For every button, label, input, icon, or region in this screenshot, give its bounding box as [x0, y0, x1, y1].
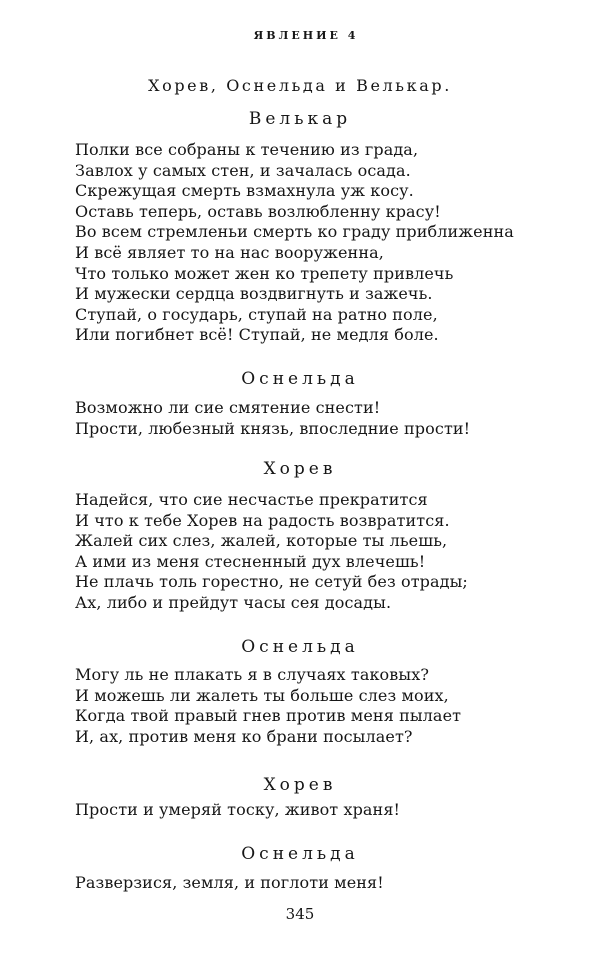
speaker-name: Оснельда: [241, 369, 359, 389]
speaker-name: Оснельда: [241, 844, 359, 864]
scene-title: ЯВЛЕНИЕ 4: [253, 29, 359, 42]
verse-line: Возможно ли сие смятение снести!: [75, 398, 381, 417]
verse-line: Оставь теперь, оставь возлюбленну красу!: [75, 201, 441, 221]
speaker-name: Оснельда: [241, 637, 359, 657]
verse-line: И всё являет то на нас вооруженна,: [75, 242, 384, 262]
speech-lines: [75, 873, 384, 894]
verse-line: Ступай, о государь, ступай на ратно поле,: [75, 304, 438, 324]
verse-line: Что только может жен ко трепету привлечь: [75, 263, 454, 283]
verse-line: А ими из меня стесненный дух влечешь!: [75, 551, 426, 571]
verse-line: Ах, либо и прейдут часы сея досады.: [75, 592, 392, 612]
verse-line: Прости и умеряй тоску, живот храня!: [75, 800, 401, 819]
cast-list: Хорев, Оснельда и Велькар.: [148, 76, 452, 95]
speaker-name: Велькар: [248, 109, 352, 129]
speaker-name: Хорев: [263, 459, 337, 479]
speech-lines: [75, 140, 514, 346]
verse-line: Скрежущая смерть взмахнула уж косу.: [75, 181, 414, 201]
verse-line: Надейся, что сие несчастье прекратится: [75, 490, 428, 509]
verse-line: И мужески сердца воздвигнуть и зажечь.: [75, 284, 433, 304]
verse-line: Во всем стремленьи смерть ко граду приближенна: [75, 222, 514, 242]
verse-line: Разверзися, земля, и поглоти меня!: [75, 873, 384, 892]
verse-line: Не плачь толь горестно, не сетуй без отрады;: [75, 572, 468, 592]
speech-lines: [75, 800, 400, 821]
verse-line: И можешь ли жалеть ты больше слез моих,: [75, 685, 449, 705]
verse-line: Когда твой правый гнев против меня пылает: [75, 706, 462, 726]
speech-lines: [75, 665, 461, 747]
verse-line: Завлох у самых стен, и зачалась осада.: [75, 160, 411, 180]
verse-line: И, ах, против меня ко брани посылает?: [75, 726, 413, 746]
verse-line: Жалей сих слез, жалей, которые ты льешь,: [75, 531, 448, 551]
verse-line: Или погибнет всё! Ступай, не медля боле.: [75, 325, 439, 345]
speaker-name: Хорев: [263, 775, 337, 795]
speech-lines: [75, 490, 468, 614]
verse-line: И что к тебе Хорев на радость возвратится.: [75, 510, 450, 530]
verse-line: Могу ль не плакать я в случаях таковых?: [75, 665, 430, 684]
verse-line: Прости, любезный князь, впоследние прости!: [75, 418, 471, 438]
speech-lines: [75, 398, 470, 439]
verse-line: Полки все собраны к течению из града,: [75, 140, 419, 159]
page-number: 345: [285, 905, 315, 923]
